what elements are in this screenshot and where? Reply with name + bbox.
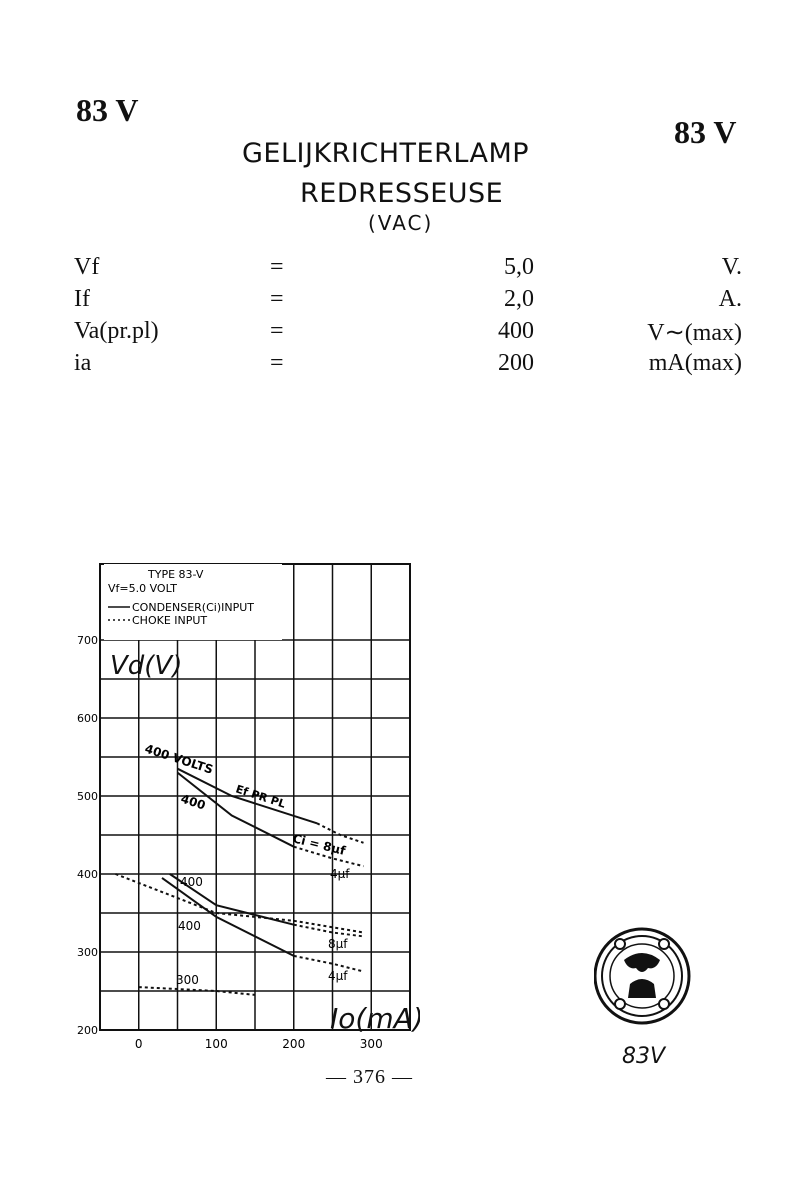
y-tick-label: 700 [77, 634, 98, 647]
socket-pin [615, 939, 625, 949]
spec-symbol: ia [74, 350, 92, 376]
y-tick-label: 600 [77, 712, 98, 725]
spec-equals: = [270, 350, 284, 376]
annotation-400-b: 400 [180, 875, 203, 889]
title-french: REDRESSEUSE [300, 178, 504, 209]
socket-outer-ring [595, 929, 689, 1023]
legend-condenser: CONDENSER(Ci)INPUT [132, 601, 254, 614]
socket-pin [659, 939, 669, 949]
spec-value: 200 [498, 350, 534, 376]
spec-row-if [0, 286, 800, 318]
characteristic-chart [60, 556, 420, 1056]
spec-symbol: Vf [74, 254, 100, 280]
x-tick-label: 300 [359, 1037, 383, 1051]
y-tick-label: 500 [77, 790, 98, 803]
legend-choke: CHOKE INPUT [132, 614, 208, 627]
legend-vf: Vf=5.0 VOLT [108, 582, 177, 595]
y-axis-label: Vd(V) [110, 651, 183, 681]
spec-value: 400 [498, 318, 534, 344]
spec-unit: A. [718, 286, 742, 312]
socket-label: 83V [622, 1044, 666, 1069]
spec-value: 5,0 [504, 254, 534, 280]
legend-type: TYPE 83-V [148, 568, 204, 581]
subtitle: (VAC) [368, 211, 434, 235]
chart-legend [104, 564, 282, 640]
x-axis-label: Io(mA) [330, 1002, 420, 1035]
tube-type-left: 83 V [76, 92, 139, 128]
annotation-ci-8uf: Ci = 8μf [291, 831, 347, 858]
chart-series [116, 769, 364, 995]
x-tick-label: 100 [204, 1037, 228, 1051]
spec-row-vf [0, 254, 800, 286]
annotation-4uf-b: 4μf [328, 969, 348, 983]
spec-equals: = [270, 254, 284, 280]
series-line-7 [162, 878, 294, 956]
title-dutch: GELIJKRICHTERLAMP [242, 138, 530, 169]
x-tick-label: 0 [134, 1037, 143, 1051]
tube-type-right: 83 V [674, 114, 737, 150]
socket-electrode-bottom [628, 979, 656, 998]
spec-equals: = [270, 286, 284, 312]
chart-svg [60, 556, 420, 1056]
socket-pin [659, 999, 669, 1009]
tube-socket-diagram [594, 926, 724, 1026]
annotation-ef-pr-pl: Ef PR PL [234, 782, 288, 811]
spec-symbol: Va(pr.pl) [74, 318, 159, 344]
socket-electrode-top [624, 953, 660, 972]
y-tick-label: 200 [77, 1024, 98, 1037]
annotation-400-volts: 400 VOLTS [143, 741, 215, 777]
spec-symbol: If [74, 286, 90, 312]
annotation-8uf: 8μf [328, 937, 348, 951]
socket-icon [594, 926, 724, 1026]
series-line-9 [116, 874, 364, 933]
y-tick-label: 300 [77, 946, 98, 959]
annotation-4uf: 4μf [330, 867, 350, 881]
socket-pin [615, 999, 625, 1009]
annotation-400-c: 400 [178, 919, 201, 933]
spec-unit: mA(max) [648, 350, 742, 376]
annotation-300: 300 [176, 973, 199, 987]
annotation-400: 400 [179, 791, 208, 813]
page-number: — 376 — [326, 1066, 413, 1088]
spec-value: 2,0 [504, 286, 534, 312]
spec-equals: = [270, 318, 284, 344]
spec-row-va [0, 318, 800, 350]
spec-row-ia [0, 350, 800, 382]
x-tick-label: 200 [282, 1037, 306, 1051]
spec-unit: V∼(max) [647, 320, 742, 346]
y-tick-label: 400 [77, 868, 98, 881]
spec-unit: V. [721, 254, 742, 280]
